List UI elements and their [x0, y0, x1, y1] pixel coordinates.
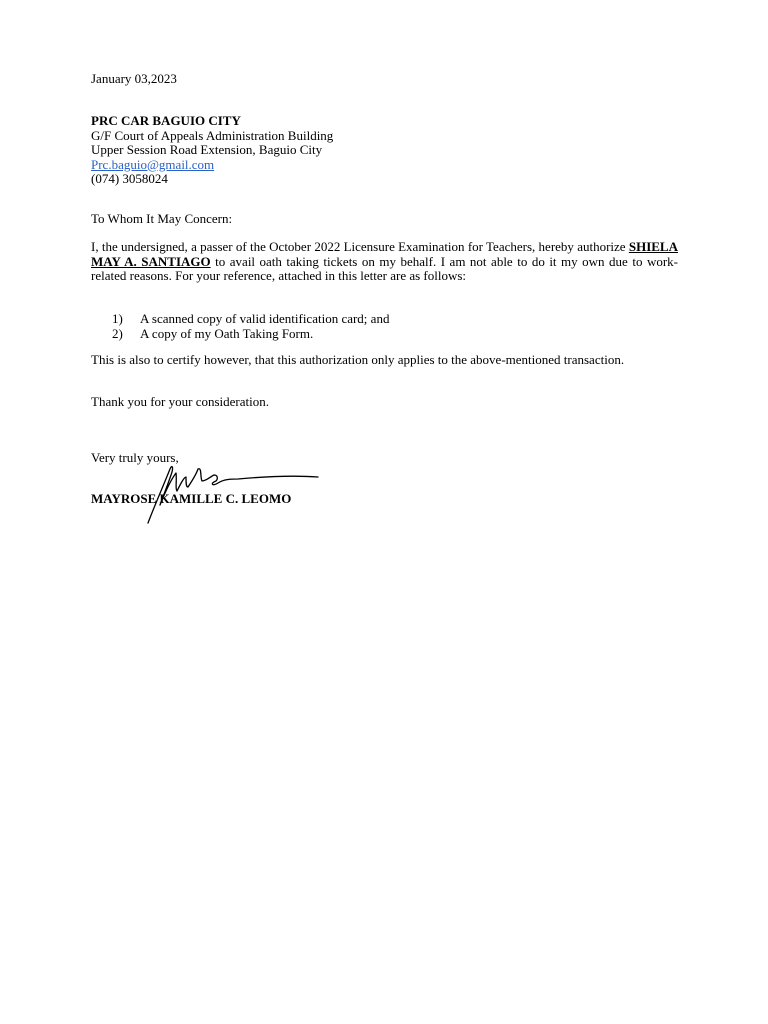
letter-date: January 03,2023 — [91, 71, 177, 86]
authorized-name: SHIELA MAY A. SANTIAGO — [91, 239, 678, 269]
body-paragraph-2: This is also to certify however, that this authorization only applies to the above-mentioned transaction. — [91, 352, 625, 367]
list-item-text: A copy of my Oath Taking Form. — [140, 325, 314, 341]
closing: Very truly yours, — [91, 450, 179, 465]
list-item — [112, 312, 389, 327]
recipient-org: PRC CAR BAGUIO CITY — [91, 113, 241, 128]
recipient-email-link[interactable]: Prc.baguio@gmail.com — [91, 156, 215, 172]
salutation: To Whom It May Concern: — [91, 211, 233, 226]
body1-post: to avail oath taking tickets on my behalf. I am not able to do it my own due to work-related reasons. For your reference, attached in this letter are as follows: — [91, 253, 678, 283]
recipient-phone: (074) 3058024 — [91, 171, 168, 186]
body1-pre: I, the undersigned, a passer of the October 2022 Licensure Examination for Teachers, hereby authorize — [91, 239, 629, 254]
list-item-number: 2) — [112, 325, 123, 341]
list-item-number: 1) — [112, 311, 123, 326]
list-item-text: A scanned copy of valid identification card; and — [140, 311, 390, 326]
body-paragraph-1 — [91, 240, 678, 284]
recipient-address — [91, 114, 691, 187]
body-paragraph-3: Thank you for your consideration. — [91, 394, 269, 409]
recipient-line1: G/F Court of Appeals Administration Building — [91, 127, 334, 143]
recipient-line2: Upper Session Road Extension, Baguio City — [91, 142, 323, 157]
attachment-list — [112, 312, 389, 341]
signatory-name: MAYROSE KAMILLE C. LEOMO — [91, 491, 292, 506]
list-item — [112, 327, 389, 342]
